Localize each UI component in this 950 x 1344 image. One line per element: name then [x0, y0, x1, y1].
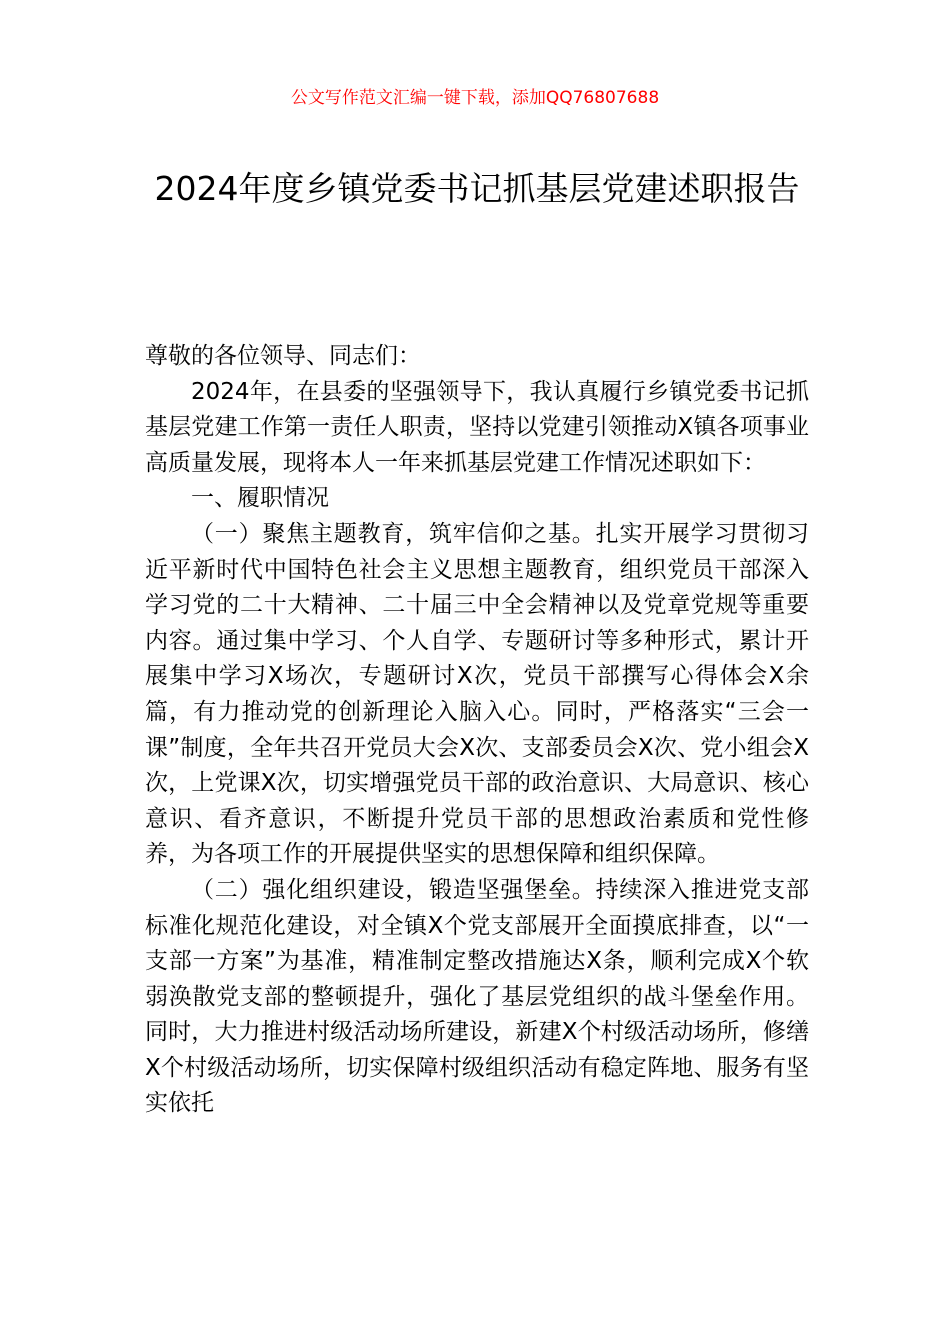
paragraph-intro: 2024年，在县委的坚强领导下，我认真履行乡镇党委书记抓基层党建工作第一责任人职责，坚持以党建引领推动X镇各项事业高质量发展，现将本人一年来抓基层党建工作情况述职如下： — [145, 378, 809, 476]
header-promo-text: 公文写作范文汇编一键下载，添加QQ76807688 — [290, 88, 660, 108]
paragraph-section-1: （一）聚焦主题教育，筑牢信仰之基。扎实开展学习贯彻习近平新时代中国特色社会主义思想主题教育，组织党员干部深入学习党的二十大精神、二十届三中全会精神以及党章党规等重要内容。通过集中学习、个人自学、专题研讨等多种形式，累计开展集中学习X场次，专题研讨X次，党员干部撰写心得体会X余篇，有力推动党的创新理论入脑入心。同时，严格落实“三会一课”制度，全年共召开党员大会X次、支部委员会X次、党小组会X次，上党课X次，切实增强党员干部的政治意识、大局意识、核心意识、看齐意识，不断提升党员干部的思想政治素质和党性修养，为各项工作的开展提供坚实的思想保障和组织保障。 — [145, 520, 809, 868]
header-promo-note — [0, 84, 950, 112]
document-body — [145, 339, 809, 1122]
section-heading: 一、履职情况 — [191, 485, 329, 512]
paragraph-section-2: （二）强化组织建设，锻造坚强堡垒。持续深入推进党支部标准化规范化建设，对全镇X个党支部展开全面摸底排查，以“一支部一方案”为基准，精准制定整改措施达X条，顺利完成X个软弱涣散党支部的整顿提升，强化了基层党组织的战斗堡垒作用。同时，大力推进村级活动场所建设，新建X个村级活动场所，修缮X个村级活动场所，切实保障村级组织活动有稳定阵地、服务有坚实依托 — [145, 876, 809, 1117]
salutation: 尊敬的各位领导、同志们： — [145, 343, 421, 369]
document-title: 2024年度乡镇党委书记抓基层党建述职报告 — [154, 169, 800, 208]
